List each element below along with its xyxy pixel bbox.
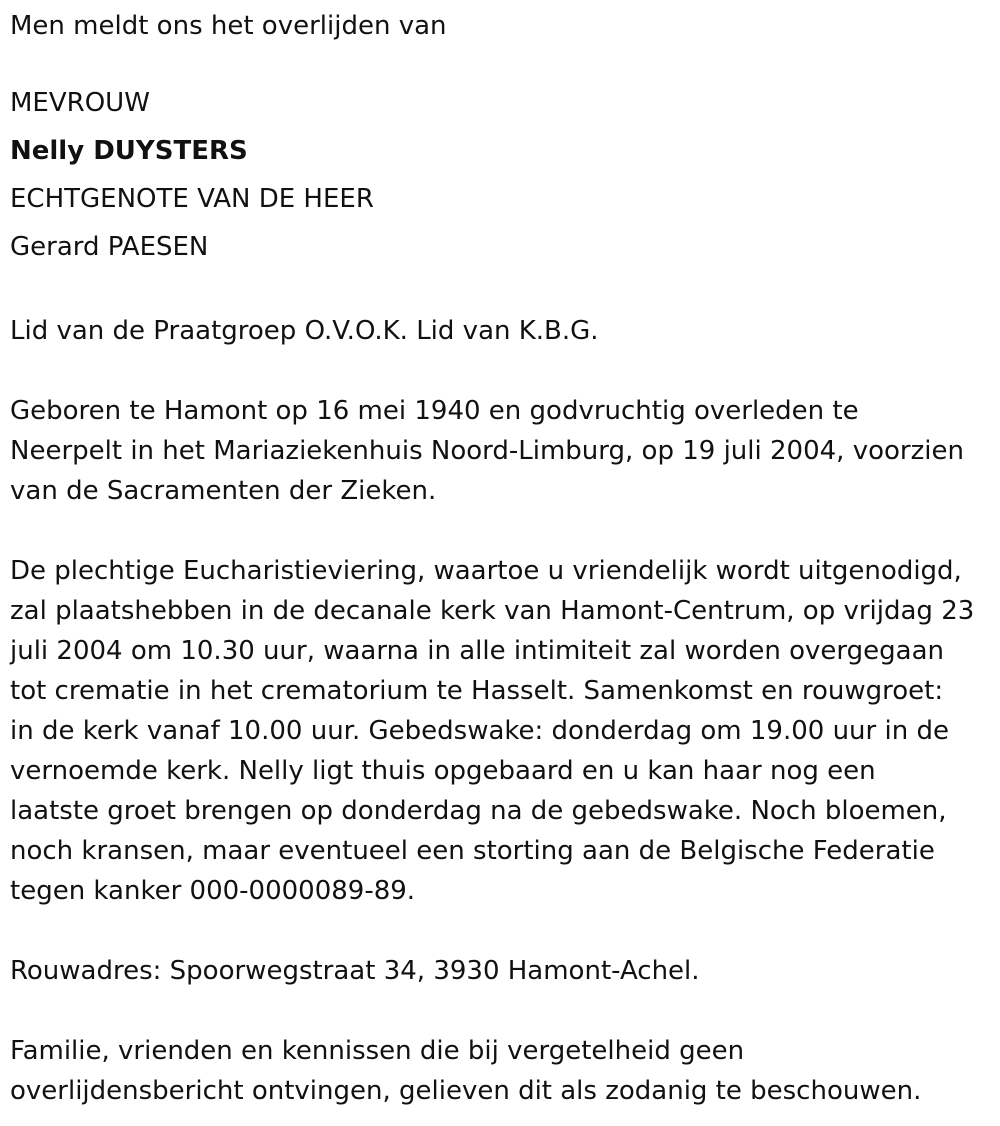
paragraph-line: tegen kanker 000-0000089-89. [10,876,416,906]
paragraph-line: Geboren te Hamont op 16 mei 1940 en godvruchtig overleden te [10,396,859,426]
paragraph-line: Neerpelt in het Mariaziekenhuis Noord-Limburg, op 19 juli 2004, voorzien [10,436,964,466]
spacer [10,911,995,951]
paragraph-line: laatste groet brengen op donderdag na de gebedswake. Noch bloemen, [10,796,947,826]
death-notice [10,6,995,1111]
ceremony-paragraph [10,551,995,911]
paragraph-line: overlijdensbericht ontvingen, gelieven dit als zodanig te beschouwen. [10,1076,922,1106]
spacer [10,991,995,1031]
paragraph-line: van de Sacramenten der Zieken. [10,476,437,506]
birth-death-paragraph [10,391,995,511]
spacer [10,511,995,551]
paragraph-line: zal plaatshebben in de decanale kerk van Hamont-Centrum, op vrijdag 23 [10,596,975,626]
address-line: Rouwadres: Spoorwegstraat 34, 3930 Hamont-Achel. [10,956,700,986]
paragraph-line: De plechtige Eucharistieviering, waartoe u vriendelijk wordt uitgenodigd, [10,556,962,586]
membership-line: Lid van de Praatgroep O.V.O.K. Lid van K.B.G. [10,316,599,346]
paragraph-line: Familie, vrienden en kennissen die bij vergetelheid geen [10,1036,745,1066]
spacer [10,351,995,391]
paragraph-line: in de kerk vanaf 10.00 uur. Gebedswake: donderdag om 19.00 uur in de [10,716,949,746]
spacer [10,46,995,79]
paragraph-line: juli 2004 om 10.30 uur, waarna in alle intimiteit zal worden overgegaan [10,636,944,666]
intro-line: Men meldt ons het overlijden van [10,11,447,41]
spouse-name: Gerard PAESEN [10,232,209,262]
spacer [10,271,995,311]
paragraph-line: vernoemde kerk. Nelly ligt thuis opgebaard en u kan haar nog een [10,756,876,786]
relation-line: ECHTGENOTE VAN DE HEER [10,184,374,214]
paragraph-line: noch kransen, maar eventueel een storting aan de Belgische Federatie [10,836,935,866]
paragraph-line: tot crematie in het crematorium te Hasselt. Samenkomst en rouwgroet: [10,676,944,706]
deceased-name: Nelly DUYSTERS [10,136,248,166]
deceased-title: MEVROUW [10,88,150,118]
closing-paragraph [10,1031,995,1111]
